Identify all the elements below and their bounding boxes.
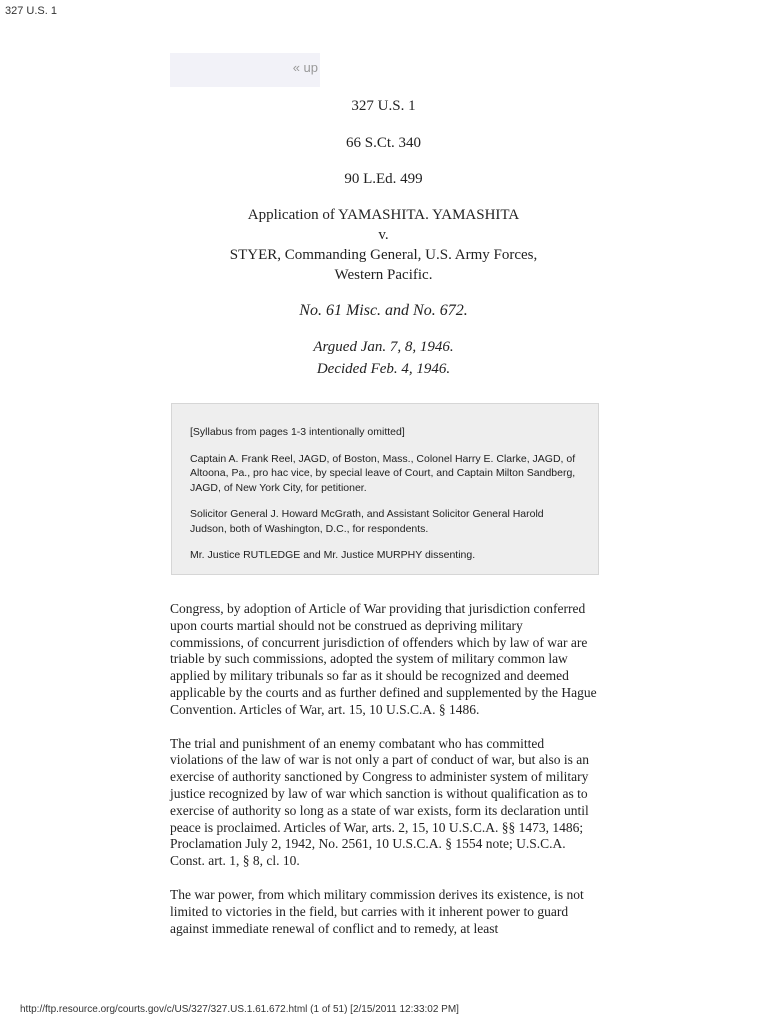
party-line-1: Application of YAMASHITA. YAMASHITA: [247, 207, 520, 223]
led-citation: 90 L.Ed. 499: [344, 171, 423, 187]
opinion-body: [170, 601, 598, 954]
argued-date: Argued Jan. 7, 8, 1946.: [313, 339, 454, 355]
body-paragraph-2: The trial and punishment of an enemy combatant who has committed violations of the law of war is not only a part of conduct of war, but also is an exercise of authority sanctioned by Congress to administer system of military justice recognized by law of war which sanction is without qualification as to exercise of authority so long as a state of war exists, form its declaration until peace is proclaimed. Articles of War, arts. 2, 15, 10 U.S.C.A. §§ 1473, 1486; Proclamation July 2, 1942, No. 2561, 10 U.S.C.A. § 1554 note; U.S.C.A. Const. art. 1, § 8, cl. 10.: [170, 735, 589, 869]
syllabus-box: [171, 403, 599, 575]
up-link[interactable]: « up: [170, 53, 320, 87]
case-dates: [170, 337, 597, 380]
omitted-note: [Syllabus from pages 1-3 intentionally omitted]: [190, 426, 405, 438]
party-line-3: STYER, Commanding General, U.S. Army Forces,: [229, 247, 538, 263]
case-parties: [170, 205, 597, 285]
body-paragraph-3: The war power, from which military commission derives its existence, is not limited to victories in the field, but carries with it inherent power to guard against immediate renewal of conflict and to remedy, at least: [170, 886, 584, 936]
decided-date: Decided Feb. 4, 1946.: [316, 360, 451, 377]
party-line-4: Western Pacific.: [334, 267, 433, 283]
docket-number: No. 61 Misc. and No. 672.: [299, 302, 468, 319]
us-citation: 327 U.S. 1: [351, 98, 416, 114]
versus: v.: [378, 227, 389, 243]
dissent-note: Mr. Justice RUTLEDGE and Mr. Justice MURPHY dissenting.: [190, 549, 476, 561]
sct-citation: 66 S.Ct. 340: [345, 135, 421, 151]
print-footer: http://ftp.resource.org/courts.gov/c/US/327/327.US.1.61.672.html (1 of 51) [2/15/2011 12:33:02 PM]: [20, 1004, 459, 1015]
body-paragraph-1: Congress, by adoption of Article of War providing that jurisdiction conferred upon courts martial should not be construed as depriving military commissions, of concurrent jurisdiction of offenders which by law of war are triable by such commissions, adopted the system of military common law applied by military tribunals so far as it should be recognized and deemed applicable by the courts and as further defined and supplemented by the Hague Convention. Articles of War, art. 15, 10 U.S.C.A. § 1486.: [170, 601, 597, 717]
respondent-counsel: Solicitor General J. Howard McGrath, and Assistant Solicitor General Harold Judson, both of Washington, D.C., for respondents.: [190, 508, 544, 535]
print-header: 327 U.S. 1: [5, 5, 57, 17]
petitioner-counsel: Captain A. Frank Reel, JAGD, of Boston, Mass., Colonel Harry E. Clarke, JAGD, of Altoona, Pa., pro hac vice, by special leave of Court, and Captain Milton Sandberg, JAGD, of New York City, for petitioner.: [190, 452, 576, 494]
